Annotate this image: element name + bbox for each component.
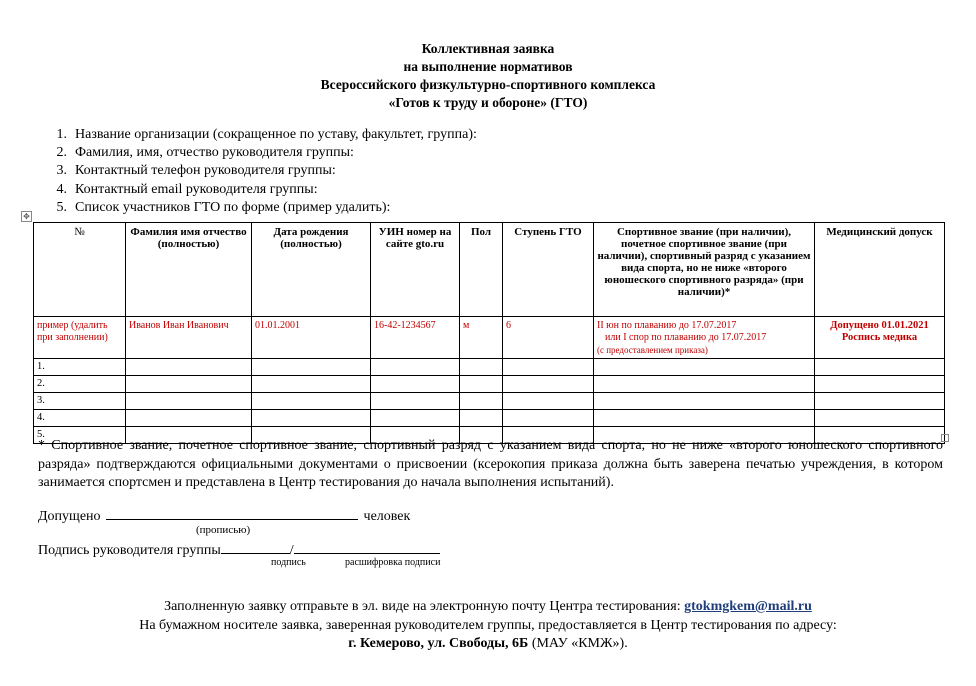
cell[interactable] [594, 410, 815, 427]
participants-table [33, 222, 945, 444]
document-title [0, 40, 976, 112]
title-line-1: Коллективная заявка [421, 41, 555, 56]
cell[interactable] [503, 410, 594, 427]
cell[interactable] [460, 410, 503, 427]
admitted-line [38, 506, 410, 525]
list-item: 4. Контактный email руководителя группы: [56, 181, 318, 197]
cell[interactable] [126, 376, 252, 393]
cell[interactable] [594, 376, 815, 393]
table-row [34, 359, 945, 376]
header-dob: Дата рождения (полностью) [252, 223, 371, 317]
example-medical-line-2: Роспись медика [841, 332, 918, 343]
header-medical: Медицинский допуск [815, 223, 945, 317]
example-dob[interactable]: 01.01.2001 [252, 317, 371, 359]
admitted-caption: (прописью) [196, 524, 251, 536]
signature-decode-caption: расшифровка подписи [345, 557, 441, 568]
example-row [34, 317, 945, 359]
row-number[interactable]: 4. [34, 410, 126, 427]
header-num: № [34, 223, 126, 317]
cell[interactable] [460, 359, 503, 376]
row-number[interactable]: 2. [34, 376, 126, 393]
list-item: 2. Фамилия, имя, отчество руководителя группы: [56, 145, 354, 161]
cell[interactable] [815, 393, 945, 410]
table-row [34, 376, 945, 393]
example-stage[interactable]: 6 [503, 317, 594, 359]
signature-blank[interactable] [221, 540, 290, 554]
header-sex: Пол [460, 223, 503, 317]
cell[interactable] [460, 393, 503, 410]
email-link[interactable]: gtokmgkem@mail.ru [684, 599, 812, 614]
table-row [34, 410, 945, 427]
list-item: 1. Название организации (сокращенное по уставу, факультет, группа): [56, 127, 477, 142]
cell[interactable] [594, 359, 815, 376]
footer [0, 598, 976, 654]
cell[interactable] [126, 393, 252, 410]
footer-line-1: Заполненную заявку отправьте в эл. виде на электронную почту Центра тестирования: gtokmgkem@mail.ru [164, 599, 812, 614]
example-rank-line-2: или I спор по плаванию до 17.07.2017 [605, 332, 767, 343]
footer-line-2: На бумажном носителе заявка, заверенная руководителем группы, предоставляется в Центр тестирования по адресу: [139, 617, 837, 633]
title-line-3: Всероссийского физкультурно-спортивного комплекса [320, 77, 656, 92]
title-line-4: «Готов к труду и обороне» (ГТО) [388, 95, 588, 110]
list-item: 3. Контактный телефон руководителя группы: [56, 163, 336, 179]
footer-line-3 [0, 635, 976, 654]
cell[interactable] [460, 376, 503, 393]
example-num[interactable]: пример (удалить при заполнении) [34, 317, 126, 359]
header-uin: УИН номер на сайте gto.ru [371, 223, 460, 317]
cell[interactable] [252, 376, 371, 393]
cell[interactable] [252, 393, 371, 410]
info-list [38, 126, 477, 217]
organization: (МАУ «КМЖ»). [528, 636, 628, 651]
table-header-row [34, 223, 945, 317]
cell[interactable] [371, 359, 460, 376]
cell[interactable] [371, 376, 460, 393]
row-number[interactable]: 1. [34, 359, 126, 376]
cell[interactable] [594, 393, 815, 410]
example-rank-line-1: II юн по плаванию до 17.07.2017 [597, 320, 737, 331]
signature-caption: подпись [271, 557, 306, 568]
table-row [34, 393, 945, 410]
signature-separator: / [289, 543, 294, 558]
example-sex[interactable]: м [460, 317, 503, 359]
title-line-2: на выполнение нормативов [403, 59, 573, 74]
signature-decode-blank[interactable] [294, 540, 440, 554]
footnote: * Спортивное звание, почетное спортивное звание, спортивный разряд с указанием вида спорта, но не ниже «второго юношеского спортивного разряда» подтверждаются официальными документами о присвоении (ксерокопия приказа должна быть заверена печатью учреждения, в котором занимается спортсмен и представлена в Центр тестирования до начала выполнения испытаний). [38, 438, 943, 490]
admitted-label: Допущено [38, 509, 101, 524]
admitted-blank[interactable] [106, 506, 358, 520]
cell[interactable] [371, 393, 460, 410]
cell[interactable] [371, 410, 460, 427]
admitted-suffix: человек [363, 509, 411, 524]
cell[interactable] [252, 359, 371, 376]
example-rank-line-3: (с предоставлением приказа) [597, 345, 708, 355]
cell[interactable] [252, 410, 371, 427]
header-stage: Ступень ГТО [503, 223, 594, 317]
table-move-handle-icon[interactable]: ✥ [21, 211, 32, 222]
cell[interactable] [126, 410, 252, 427]
address: г. Кемерово, ул. Свободы, 6Б [348, 636, 529, 651]
row-number[interactable]: 3. [34, 393, 126, 410]
example-rank[interactable] [594, 317, 815, 359]
example-uin[interactable]: 16-42-1234567 [371, 317, 460, 359]
example-medical[interactable] [815, 317, 945, 359]
cell[interactable] [503, 376, 594, 393]
list-item: 5. Список участников ГТО по форме (пример удалить): [56, 199, 391, 215]
signature-label: Подпись руководителя группы [38, 543, 221, 558]
example-name[interactable]: Иванов Иван Иванович [126, 317, 252, 359]
example-medical-line-1: Допущено 01.01.2021 [830, 320, 929, 331]
row-number[interactable]: 5. [34, 427, 126, 444]
cell[interactable] [815, 376, 945, 393]
cell[interactable] [126, 359, 252, 376]
header-rank: Спортивное звание (при наличии), почетное спортивное звание (при наличии), спортивный разряд с указанием вида спорта, но не ниже «второго юношеского спортивного разряда» (при наличии)* [594, 223, 815, 317]
header-name: Фамилия имя отчество (полностью) [126, 223, 252, 317]
cell[interactable] [503, 393, 594, 410]
cell[interactable] [815, 410, 945, 427]
cell[interactable] [503, 359, 594, 376]
cell[interactable] [815, 359, 945, 376]
